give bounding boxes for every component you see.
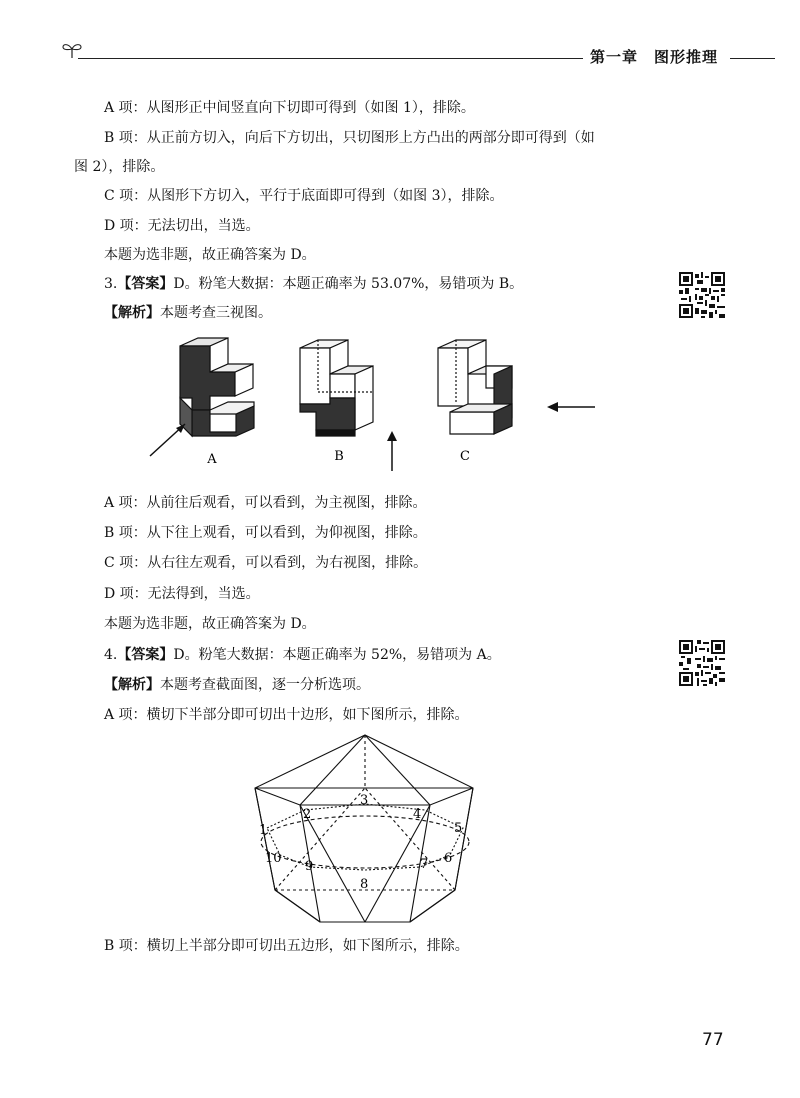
q4-answer-line — [104, 645, 501, 665]
q4-option-a: A 项：横切下半部分即可切出十边形，如下图所示，排除。 — [104, 707, 469, 723]
q3-option-a: A 项：从前往后观看，可以看到，为主视图，排除。 — [104, 495, 427, 511]
q2-option-b-line2: 图 2），排除。 — [74, 159, 165, 175]
three-views-figure — [140, 336, 610, 471]
header-rule-left — [78, 58, 583, 59]
q2-option-c: C 项：从图形下方切入，平行于底面即可得到（如图 3），排除。 — [104, 188, 504, 204]
vertex-label: 1 — [259, 823, 268, 838]
q4-analysis-tag: 【解析】 — [104, 677, 160, 693]
vertex-label: 5 — [454, 821, 463, 836]
qr-code[interactable] — [679, 640, 725, 686]
q3-number: 3. — [104, 276, 118, 292]
page-header — [0, 0, 800, 70]
q4-analysis-line — [104, 675, 370, 695]
arrow-c-head — [547, 402, 558, 412]
chapter-title: 第一章 图形推理 — [590, 48, 719, 66]
q3-option-d: D 项：无法得到，当选。 — [104, 586, 260, 602]
q2-option-a: A 项：从图形正中间竖直向下切即可得到（如图 1），排除。 — [104, 100, 475, 116]
header-rule-right — [730, 58, 775, 59]
q3-analysis-text: 本题考查三视图。 — [160, 305, 272, 321]
q2-option-b-line1: B 项：从正前方切入，向后下方切出，只切图形上方凸出的两部分即可得到（如 — [104, 130, 595, 146]
vertex-label: 3 — [360, 793, 369, 808]
shape-c — [438, 340, 512, 434]
q4-number: 4. — [104, 647, 118, 663]
vertex-label: 7 — [420, 857, 429, 872]
q3-analysis-tag: 【解析】 — [104, 305, 160, 321]
figure-label-b: B — [334, 449, 344, 464]
vertex-label: 2 — [303, 807, 312, 822]
figure-label-c: C — [460, 449, 470, 464]
q3-option-b: B 项：从下往上观看，可以看到，为仰视图，排除。 — [104, 525, 427, 541]
arrow-b-head — [387, 431, 397, 441]
qr-code[interactable] — [679, 272, 725, 318]
vertex-label: 8 — [360, 877, 369, 892]
q3-option-c: C 项：从右往左观看，可以看到，为右视图，排除。 — [104, 555, 428, 571]
shape-b — [300, 340, 373, 436]
q2-option-d: D 项：无法切出，当选。 — [104, 218, 260, 234]
decagon-section-figure — [245, 730, 485, 930]
q3-answer-text: D。粉笔大数据：本题正确率为 53.07%，易错项为 B。 — [173, 276, 524, 292]
vertex-label: 6 — [444, 851, 453, 866]
vertex-label: 4 — [413, 807, 422, 822]
q3-analysis-line — [104, 303, 272, 323]
q4-analysis-text: 本题考查截面图，逐一分析选项。 — [160, 677, 370, 693]
figure-label-a: A — [207, 452, 217, 467]
vertex-label: 9 — [305, 859, 314, 874]
shape-a — [180, 338, 254, 436]
q4-answer-text: D。粉笔大数据：本题正确率为 52%，易错项为 A。 — [173, 647, 501, 663]
page-number: 77 — [702, 1030, 724, 1050]
q4-answer-tag: 【答案】 — [117, 647, 174, 663]
q3-answer-tag: 【答案】 — [117, 276, 174, 292]
q2-conclusion: 本题为选非题，故正确答案为 D。 — [104, 247, 316, 263]
vertex-label: 10 — [265, 851, 282, 866]
q3-answer-line — [104, 274, 523, 294]
q3-conclusion: 本题为选非题，故正确答案为 D。 — [104, 616, 316, 632]
q4-option-b: B 项：横切上半部分即可切出五边形，如下图所示，排除。 — [104, 938, 469, 954]
